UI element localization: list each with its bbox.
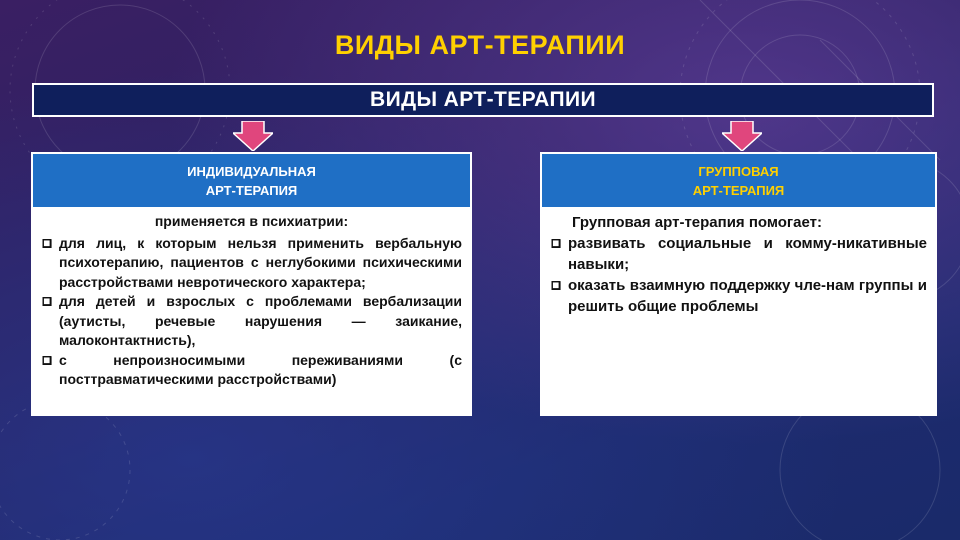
group-header-line1: ГРУППОВАЯ: [698, 163, 779, 179]
types-banner: [32, 83, 934, 117]
list-item-text: с непроизносимыми переживаниями (с посттравматическими расстройствами): [59, 351, 462, 387]
down-arrow-icon: [722, 121, 762, 151]
group-therapy-box: [540, 152, 937, 416]
group-header-line2: АРТ-ТЕРАПИЯ: [692, 182, 785, 198]
individual-header-line1: ИНДИВИДУАЛЬНАЯ: [187, 163, 316, 179]
list-item: [41, 292, 462, 351]
list-item-text: оказать взаимную поддержку чле-нам группы и решить общие проблемы: [568, 277, 927, 315]
list-item-text: развивать социальные и комму-никативные навыки;: [568, 235, 927, 273]
hollow-square-bullet-icon: [550, 239, 562, 248]
group-intro: Групповая арт-терапия помогает:: [572, 214, 823, 231]
page-title: ВИДЫ АРТ-ТЕРАПИИ: [334, 30, 626, 60]
individual-therapy-body: [33, 209, 470, 414]
down-arrow-icon: [233, 121, 273, 151]
individual-therapy-header: [33, 154, 470, 209]
group-therapy-body: [542, 209, 935, 414]
list-item-text: для детей и взрослых с проблемами вербализации (аутисты, речевые нарушения — заикание, малоконтактнисть),: [59, 293, 462, 348]
list-item-text: для лиц, к которым нельзя применить вербальную психотерапию, пациентов с неглубокими психическими расстройствами невротического характера;: [59, 234, 462, 290]
hollow-square-bullet-icon: [41, 356, 53, 365]
group-therapy-header: [542, 154, 935, 209]
hollow-square-bullet-icon: [41, 297, 53, 306]
hollow-square-bullet-icon: [41, 239, 53, 248]
individual-header-line2: АРТ-ТЕРАПИЯ: [205, 182, 298, 198]
individual-intro: применяется в психиатрии:: [154, 213, 349, 229]
hollow-square-bullet-icon: [550, 281, 562, 290]
list-item: [41, 351, 462, 390]
list-item: [550, 275, 927, 317]
list-item: [550, 233, 927, 275]
individual-therapy-box: [31, 152, 472, 416]
list-item: [41, 234, 462, 293]
types-banner-label: ВИДЫ АРТ-ТЕРАПИИ: [370, 88, 596, 111]
